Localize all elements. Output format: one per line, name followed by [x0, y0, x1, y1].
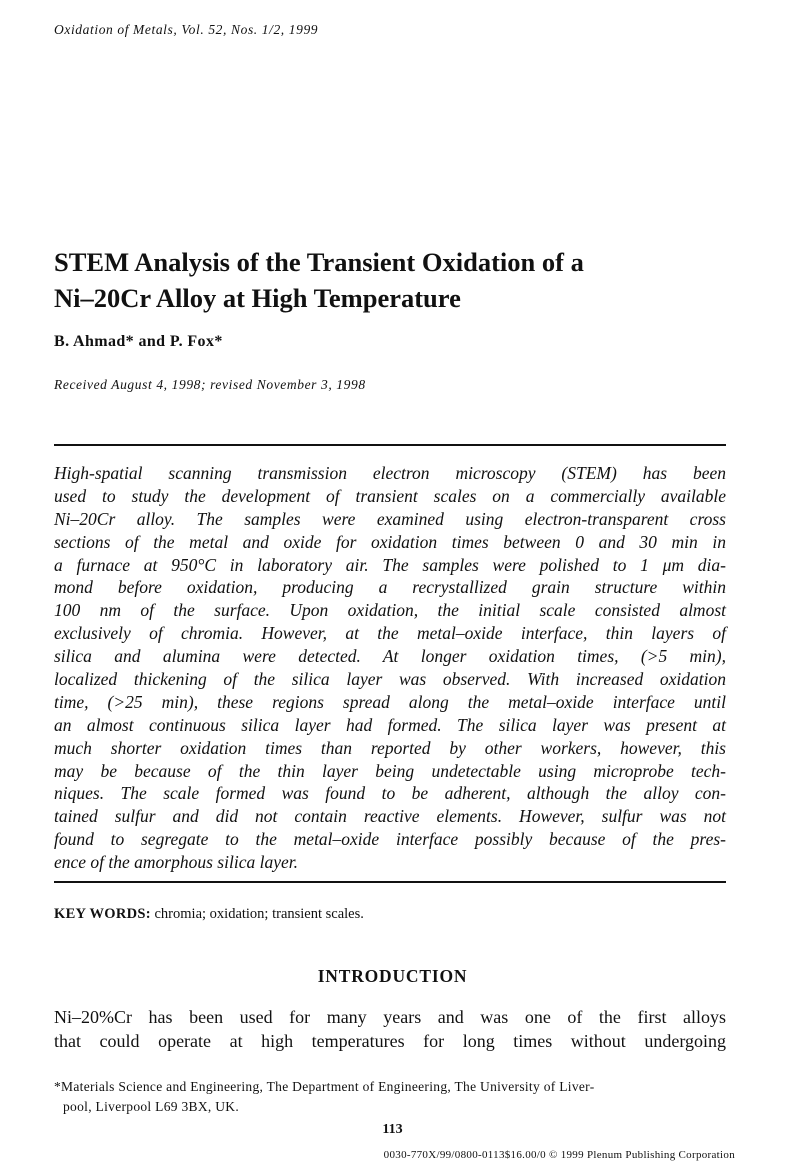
abstract-line: an almost continuous silica layer had formed. The silica layer was present at: [54, 714, 726, 735]
abstract-line: time, (>25 min), these regions spread along the metal–oxide interface until: [54, 691, 726, 712]
abstract-line: used to study the development of transient scales on a commercially available: [54, 485, 726, 506]
abstract-line: found to segregate to the metal–oxide interface possibly because of the pres-: [54, 829, 726, 850]
abstract-line: much shorter oxidation times than reported by other workers, however, this: [54, 737, 726, 758]
abstract-line: silica and alumina were detected. At longer oxidation times, (>5 min),: [54, 646, 726, 667]
abstract-line: a furnace at 950°C in laboratory air. The samples were polished to 1 μm dia-: [54, 554, 726, 575]
abstract-line: ence of the amorphous silica layer.: [54, 852, 298, 873]
received-dates: Received August 4, 1998; revised November 3, 1998: [54, 377, 366, 392]
copyright-line: 0030-770X/99/0800-0113$16.00/0 © 1999 Plenum Publishing Corporation: [383, 1149, 735, 1161]
abstract-top-rule: [54, 444, 726, 446]
article-title: [54, 244, 744, 316]
abstract-line: may be because of the thin layer being undetectable using microprobe tech-: [54, 760, 726, 781]
abstract-line: Ni–20Cr alloy. The samples were examined using electron-transparent cross: [54, 508, 726, 529]
abstract-line: niques. The scale formed was found to be adherent, although the alloy con-: [54, 783, 726, 804]
authors: B. Ahmad* and P. Fox*: [54, 333, 223, 350]
journal-citation: Oxidation of Metals, Vol. 52, Nos. 1/2, 1999: [54, 22, 319, 37]
abstract-line: 100 nm of the surface. Upon oxidation, the initial scale consisted almost: [54, 600, 726, 621]
author-affiliation-footnote: [54, 1077, 730, 1117]
abstract-bottom-rule: [54, 881, 726, 883]
abstract: [54, 462, 726, 874]
keywords-text: chromia; oxidation; transient scales.: [154, 906, 364, 922]
body-line: that could operate at high temperatures for long times without undergoing: [54, 1031, 726, 1051]
page-number: 113: [382, 1122, 403, 1137]
abstract-line: sections of the metal and oxide for oxidation times between 0 and 30 min in: [54, 531, 726, 552]
introduction-body: [54, 1005, 726, 1053]
title-line-2: Ni–20Cr Alloy at High Temperature: [54, 283, 461, 313]
abstract-line: mond before oxidation, producing a recrystallized grain structure within: [54, 577, 726, 598]
abstract-line: tained sulfur and did not contain reactive elements. However, sulfur was not: [54, 806, 726, 827]
title-line-1: STEM Analysis of the Transient Oxidation of a: [54, 247, 584, 277]
footnote-line-2: pool, Liverpool L69 3BX, UK.: [63, 1099, 240, 1114]
abstract-line: High-spatial scanning transmission electron microscopy (STEM) has been: [54, 463, 726, 483]
keywords-label: KEY WORDS:: [54, 906, 151, 922]
abstract-line: localized thickening of the silica layer was observed. With increased oxidation: [54, 669, 726, 690]
keywords: [54, 906, 364, 923]
section-heading-introduction: INTRODUCTION: [317, 966, 468, 986]
footnote-line-1: *Materials Science and Engineering, The Department of Engineering, The University of Liver-: [54, 1079, 595, 1094]
abstract-line: exclusively of chromia. However, at the metal–oxide interface, thin layers of: [54, 623, 726, 644]
body-line: Ni–20%Cr has been used for many years and was one of the first alloys: [54, 1007, 726, 1027]
